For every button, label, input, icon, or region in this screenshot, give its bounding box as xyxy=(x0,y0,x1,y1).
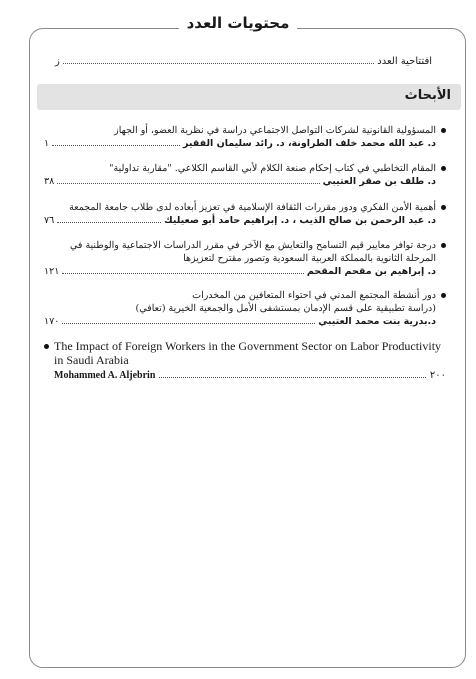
toc-entry-english[interactable] xyxy=(44,339,446,381)
bullet-icon xyxy=(44,344,49,349)
leader-dots xyxy=(63,56,374,64)
toc-entry[interactable] xyxy=(44,162,446,188)
opening-label: افتتاحية العدد xyxy=(377,56,432,67)
section-title: الأبحاث xyxy=(404,88,451,103)
entry-author: د. إبراهيم بن مقحم المقحم xyxy=(306,266,436,277)
entry-page: ١٧٠ xyxy=(44,316,60,327)
entry-author: د. طلف بن صقر العتيبي xyxy=(322,176,436,187)
page-title: محتويات العدد xyxy=(0,14,476,32)
entry-page: ٧٦ xyxy=(44,215,55,226)
bullet-icon xyxy=(441,128,446,133)
leader-dots xyxy=(159,370,425,378)
entry-title: المقام التخاطبي في كتاب إحكام صنعة الكلام لأبي القاسم الكلاعي. "مقاربة تداولية" xyxy=(109,163,436,174)
toc-entry[interactable] xyxy=(44,289,446,328)
entry-page: ١٢١ xyxy=(44,266,60,277)
bullet-icon xyxy=(441,293,446,298)
bullet-icon xyxy=(441,205,446,210)
opening-entry[interactable] xyxy=(55,56,432,67)
leader-dots xyxy=(62,315,315,324)
entry-author: Mohammed A. Aljebrin xyxy=(54,370,156,381)
entry-title: The Impact of Foreign Workers in the Government Sector on Labor Productivity in Saudi Arabia xyxy=(54,339,442,367)
leader-dots xyxy=(57,214,161,223)
opening-page: ز xyxy=(55,56,60,67)
bullet-icon xyxy=(441,166,446,171)
entry-title: أهمية الأمن الفكري ودور مقررات الثقافة الإسلامية في تعزيز أبعاده لدى طلاب جامعة المجمعة xyxy=(69,202,436,213)
toc-entry[interactable] xyxy=(44,239,446,278)
entry-author: د. عبد الرحمن بن صالح الذيب ، د. إبراهيم حامد أبو صعيليك xyxy=(163,215,436,226)
entry-title: دور أنشطة المجتمع المدني في احتواء المتعافين من المخدرات xyxy=(192,290,436,301)
toc-entry[interactable] xyxy=(44,124,446,150)
section-header xyxy=(37,84,461,110)
entry-page: ١ xyxy=(44,138,50,149)
entry-title: المسؤولية القانونية لشركات التواصل الاجتماعي دراسة في نظرية العضو، أو الجهاز xyxy=(114,125,436,136)
entry-page: ٣٨ xyxy=(44,176,55,187)
bullet-icon xyxy=(441,243,446,248)
entry-title: درجة توافر معايير قيم التسامح والتعايش مع الآخر في مقرر الدراسات الاجتماعية والوطنية في المرحلة الثانوية بالمملكة العربية السعودية وتصور مقترح لتعزيزها xyxy=(69,240,436,264)
entry-subtitle: (دراسة تطبيقية على قسم الإدمان بمستشفى الأمل والجمعية الخيرية (تعافي) xyxy=(135,303,436,314)
entry-author: د.بدرية بنت محمد العتيبي xyxy=(318,316,436,327)
leader-dots xyxy=(52,137,180,146)
entry-page: ٢٠٠ xyxy=(429,370,446,381)
leader-dots xyxy=(62,265,304,274)
toc-entry[interactable] xyxy=(44,201,446,227)
leader-dots xyxy=(57,175,319,184)
entry-author: د. عبد الله محمد خلف الطراونة، د. رائد سليمان الفقير xyxy=(183,138,436,149)
